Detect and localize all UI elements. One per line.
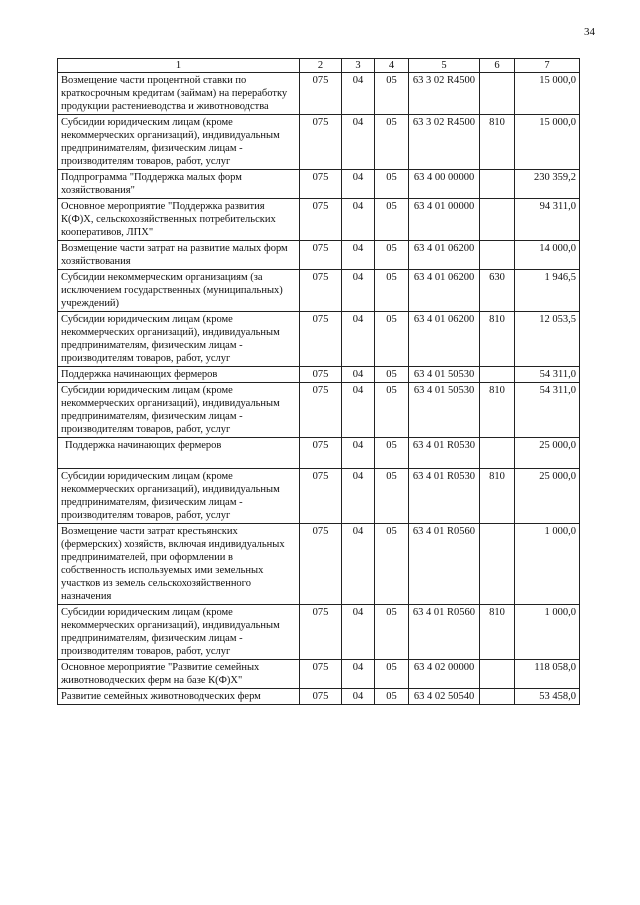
expense-type-cell [480, 241, 515, 270]
section-cell: 04 [342, 367, 375, 383]
admin-code-cell: 075 [300, 367, 342, 383]
table-row [58, 270, 580, 312]
target-article-cell: 63 4 01 06200 [409, 270, 480, 312]
expense-type-cell [480, 689, 515, 705]
table-row [58, 312, 580, 367]
target-article-cell: 63 4 02 50540 [409, 689, 480, 705]
admin-code-cell: 075 [300, 170, 342, 199]
table-row [58, 383, 580, 438]
amount-cell: 94 311,0 [515, 199, 580, 241]
amount-cell: 230 359,2 [515, 170, 580, 199]
amount-cell: 54 311,0 [515, 367, 580, 383]
table-body [58, 73, 580, 705]
table-row [58, 115, 580, 170]
admin-code-cell: 075 [300, 689, 342, 705]
table-row [58, 660, 580, 689]
expense-type-cell: 630 [480, 270, 515, 312]
amount-cell: 14 000,0 [515, 241, 580, 270]
admin-code-cell: 075 [300, 605, 342, 660]
row-name-cell: Основное мероприятие "Поддержка развития К(Ф)Х, сельскохозяйственных потребительских кооперативов, ЛПХ" [58, 199, 300, 241]
section-cell: 04 [342, 241, 375, 270]
target-article-cell: 63 4 01 R0560 [409, 524, 480, 605]
column-header: 7 [515, 59, 580, 73]
admin-code-cell: 075 [300, 524, 342, 605]
amount-cell: 1 000,0 [515, 605, 580, 660]
row-name-cell: Возмещение части затрат на развитие малых форм хозяйствования [58, 241, 300, 270]
amount-cell: 1 000,0 [515, 524, 580, 605]
table-row [58, 241, 580, 270]
row-name-cell: Поддержка начинающих фермеров [58, 438, 300, 469]
amount-cell: 15 000,0 [515, 73, 580, 115]
section-cell: 04 [342, 524, 375, 605]
amount-cell: 1 946,5 [515, 270, 580, 312]
column-header: 2 [300, 59, 342, 73]
row-name-cell: Возмещение части затрат крестьянских (фермерских) хозяйств, включая индивидуальных предпринимателей, при оформлении в собственность используемых ими земельных участков из земель сельскохозяйственного назначения [58, 524, 300, 605]
subsection-cell: 05 [375, 383, 409, 438]
table-row [58, 524, 580, 605]
table-row [58, 367, 580, 383]
expense-type-cell [480, 170, 515, 199]
table-row [58, 170, 580, 199]
subsection-cell: 05 [375, 367, 409, 383]
subsection-cell: 05 [375, 241, 409, 270]
subsection-cell: 05 [375, 469, 409, 524]
row-name-cell: Подпрограмма "Поддержка малых форм хозяйствования" [58, 170, 300, 199]
expense-type-cell: 810 [480, 383, 515, 438]
subsection-cell: 05 [375, 689, 409, 705]
subsection-cell: 05 [375, 438, 409, 469]
amount-cell: 118 058,0 [515, 660, 580, 689]
admin-code-cell: 075 [300, 199, 342, 241]
amount-cell: 54 311,0 [515, 383, 580, 438]
expense-type-cell: 810 [480, 469, 515, 524]
target-article-cell: 63 4 01 R0530 [409, 438, 480, 469]
admin-code-cell: 075 [300, 438, 342, 469]
section-cell: 04 [342, 312, 375, 367]
row-name-cell: Субсидии некоммерческим организациям (за исключением государственных (муниципальных) учреждений) [58, 270, 300, 312]
section-cell: 04 [342, 199, 375, 241]
column-header: 3 [342, 59, 375, 73]
budget-table [57, 58, 580, 705]
section-cell: 04 [342, 115, 375, 170]
subsection-cell: 05 [375, 605, 409, 660]
expense-type-cell: 810 [480, 115, 515, 170]
target-article-cell: 63 4 01 06200 [409, 241, 480, 270]
section-cell: 04 [342, 438, 375, 469]
expense-type-cell [480, 199, 515, 241]
table-row [58, 199, 580, 241]
section-cell: 04 [342, 605, 375, 660]
section-cell: 04 [342, 270, 375, 312]
amount-cell: 25 000,0 [515, 438, 580, 469]
row-name-cell: Субсидии юридическим лицам (кроме некоммерческих организаций), индивидуальным предпринимателям, физическим лицам - производителям товаров, работ, услуг [58, 383, 300, 438]
admin-code-cell: 075 [300, 270, 342, 312]
target-article-cell: 63 4 01 R0530 [409, 469, 480, 524]
expense-type-cell [480, 660, 515, 689]
row-name-cell: Основное мероприятие "Развитие семейных животноводческих ферм на базе К(Ф)Х" [58, 660, 300, 689]
admin-code-cell: 075 [300, 312, 342, 367]
section-cell: 04 [342, 469, 375, 524]
page-number: 34 [584, 26, 595, 38]
table-row [58, 605, 580, 660]
header-row [58, 59, 580, 73]
expense-type-cell: 810 [480, 312, 515, 367]
target-article-cell: 63 4 01 50530 [409, 383, 480, 438]
row-name-cell: Субсидии юридическим лицам (кроме некоммерческих организаций), индивидуальным предпринимателям, физическим лицам - производителям товаров, работ, услуг [58, 469, 300, 524]
expense-type-cell [480, 367, 515, 383]
column-header: 6 [480, 59, 515, 73]
admin-code-cell: 075 [300, 469, 342, 524]
target-article-cell: 63 3 02 R4500 [409, 115, 480, 170]
subsection-cell: 05 [375, 115, 409, 170]
target-article-cell: 63 3 02 R4500 [409, 73, 480, 115]
row-name-cell: Субсидии юридическим лицам (кроме некоммерческих организаций), индивидуальным предпринимателям, физическим лицам - производителям товаров, работ, услуг [58, 605, 300, 660]
amount-cell: 53 458,0 [515, 689, 580, 705]
subsection-cell: 05 [375, 312, 409, 367]
target-article-cell: 63 4 01 50530 [409, 367, 480, 383]
section-cell: 04 [342, 73, 375, 115]
target-article-cell: 63 4 01 00000 [409, 199, 480, 241]
table-row [58, 73, 580, 115]
target-article-cell: 63 4 00 00000 [409, 170, 480, 199]
target-article-cell: 63 4 01 06200 [409, 312, 480, 367]
expense-type-cell: 810 [480, 605, 515, 660]
column-header: 5 [409, 59, 480, 73]
target-article-cell: 63 4 02 00000 [409, 660, 480, 689]
amount-cell: 15 000,0 [515, 115, 580, 170]
admin-code-cell: 075 [300, 660, 342, 689]
expense-type-cell [480, 438, 515, 469]
subsection-cell: 05 [375, 524, 409, 605]
table-row [58, 438, 580, 469]
admin-code-cell: 075 [300, 73, 342, 115]
target-article-cell: 63 4 01 R0560 [409, 605, 480, 660]
row-name-cell: Развитие семейных животноводческих ферм [58, 689, 300, 705]
section-cell: 04 [342, 383, 375, 438]
section-cell: 04 [342, 660, 375, 689]
row-name-cell: Поддержка начинающих фермеров [58, 367, 300, 383]
amount-cell: 12 053,5 [515, 312, 580, 367]
subsection-cell: 05 [375, 199, 409, 241]
admin-code-cell: 075 [300, 383, 342, 438]
subsection-cell: 05 [375, 660, 409, 689]
column-header: 1 [58, 59, 300, 73]
admin-code-cell: 075 [300, 241, 342, 270]
table-row [58, 689, 580, 705]
table-row [58, 469, 580, 524]
column-header: 4 [375, 59, 409, 73]
amount-cell: 25 000,0 [515, 469, 580, 524]
subsection-cell: 05 [375, 270, 409, 312]
row-name-cell: Субсидии юридическим лицам (кроме некоммерческих организаций), индивидуальным предпринимателям, физическим лицам - производителям товаров, работ, услуг [58, 115, 300, 170]
section-cell: 04 [342, 689, 375, 705]
section-cell: 04 [342, 170, 375, 199]
row-name-cell: Возмещение части процентной ставки по краткосрочным кредитам (займам) на переработку продукции растениеводства и животноводства [58, 73, 300, 115]
expense-type-cell [480, 524, 515, 605]
row-name-cell: Субсидии юридическим лицам (кроме некоммерческих организаций), индивидуальным предпринимателям, физическим лицам - производителям товаров, работ, услуг [58, 312, 300, 367]
admin-code-cell: 075 [300, 115, 342, 170]
subsection-cell: 05 [375, 170, 409, 199]
expense-type-cell [480, 73, 515, 115]
subsection-cell: 05 [375, 73, 409, 115]
